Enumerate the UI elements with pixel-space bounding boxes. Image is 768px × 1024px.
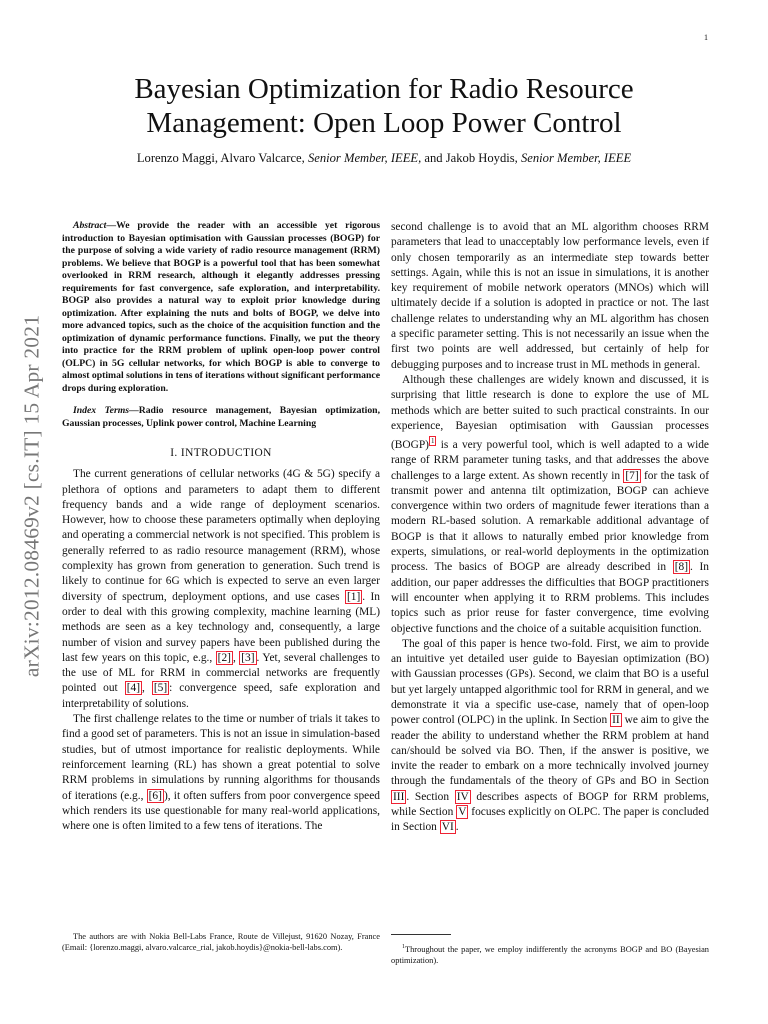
- abstract: [62, 220, 380, 395]
- text-span: : convergence speed, safe exploration and interpretability of solutions.: [62, 682, 381, 710]
- text-span: we aim to give the reader the ability to understand whether the RRM problem at hand can/should be solved via BO. Then, if the answer is positive, we invite the reader to embark on a more technically involved journey through the fundamentals of the theory of GPs and BO in Section: [391, 714, 709, 788]
- author-line: [60, 151, 708, 166]
- text-span: for the task of transmit power and antenna tilt optimization, BOGP can achieve convergence within two orders of magnitude fewer iterations than a modern RL-based solution. A remarkable additional advantage of BOGP is that it allows to naturally embed prior knowledge from experts, simulations, or real-world deployments in the optimization process. The basics of BOGP are already described in: [391, 469, 709, 574]
- right-column: [391, 220, 709, 836]
- index-terms: [62, 405, 380, 430]
- footnote-1: [391, 942, 709, 966]
- citation-link[interactable]: [8]: [674, 561, 688, 574]
- text-span: . In addition, our paper addresses the difficulties that BOGP practitioners will encounter when applying it to RRM problems. This includes topics such as prior reuse for faster convergence, time evolving objective functions and the choice of a suitable acquisition function.: [391, 561, 709, 635]
- text-span: ,: [142, 682, 152, 695]
- text-span: Although these challenges are widely known and discussed, it is surprising that little research is done to explore the use of ML methods which are better suited to such practical constraints. In our experience, Bayesian optimisation with Gaussian processes (BOGP): [391, 373, 709, 451]
- author-role-2: Senior Member, IEEE: [520, 151, 632, 165]
- citation-link[interactable]: [6]: [148, 789, 162, 802]
- citation-link[interactable]: [2]: [217, 651, 231, 664]
- intro-paragraph-2: [62, 712, 380, 834]
- footnote-1-mark: 1: [402, 944, 405, 950]
- citation-link[interactable]: [3]: [241, 651, 255, 664]
- author-names-2: and Jakob Hoydis,: [424, 151, 518, 165]
- text-span: is a very powerful tool, which is well adapted to a wide range of RRM parameter tuning tasks, and that addresses the above challenges to a large extent. As shown recently in: [391, 438, 709, 482]
- section-link[interactable]: VI: [441, 821, 454, 834]
- section-link[interactable]: III: [393, 790, 405, 803]
- citation-link[interactable]: [7]: [625, 469, 639, 482]
- citation-link[interactable]: [1]: [346, 590, 361, 603]
- arxiv-stamp-text: arXiv:2012.08469v2 [cs.IT] 15 Apr 2021: [19, 314, 44, 678]
- text-span: . Yet, several challenges to the use of ML for RRM in commercial networks are frequently pointed out: [62, 651, 381, 695]
- text-span: ), it often suffers from poor convergence speed which renders its use questionable for many real-world applications, where one is often limited to a few tens of iterations. The: [62, 789, 380, 833]
- text-span: . In order to deal with this growing complexity, machine learning (ML) methods are seen as a key technology and, consequently, a large number of vision and survey papers have been published during the last few years on this topic, e.g.,: [62, 590, 380, 664]
- footnote-rule: [391, 934, 451, 935]
- section-link[interactable]: II: [612, 714, 620, 727]
- section-link[interactable]: IV: [456, 790, 469, 803]
- intro-paragraph-4: [391, 373, 709, 637]
- author-role-1: Senior Member, IEEE,: [307, 151, 422, 165]
- text-span: .: [455, 821, 459, 834]
- intro-paragraph-5: [391, 637, 709, 836]
- text-span: The current generations of cellular networks (4G & 5G) specify a plethora of options and parameters to adapt them to different frequency bands and a wide range of deployment scenarios. However, how to choose these parameters optimally when deploying and operating a commercial network is not specified. This problem is generally referred to as radio resource management (RRM), whose complexity has grown from generation to generation. Such trend is likely to continue for 6G which is expected to serve an even larger diversity of spectrum, deployment options, and use cases: [62, 468, 380, 603]
- text-span: . Section: [406, 790, 455, 803]
- abstract-label: Abstract: [73, 220, 107, 231]
- text-span: focuses explicitly on OLPC. The paper is concluded in Section: [391, 806, 709, 834]
- intro-paragraph-1: [62, 467, 380, 712]
- text-span: describes aspects of BOGP for RRM problems, while Section: [391, 790, 709, 819]
- section-heading-introduction: I. INTRODUCTION: [170, 447, 272, 459]
- footnote-marker-link[interactable]: 1: [430, 437, 435, 446]
- paper-title: Bayesian Optimization for Radio Resource Management: Open Loop Power Control: [134, 73, 634, 139]
- citation-link[interactable]: [4]: [126, 682, 140, 695]
- text-span: ,: [232, 651, 240, 664]
- left-column: [62, 220, 380, 834]
- section-link[interactable]: V: [458, 806, 467, 819]
- page-number: 1: [704, 33, 708, 42]
- affiliation-footnote: The authors are with Nokia Bell-Labs France, Route de Villejust, 91620 Nozay, France (Email: {lorenzo.maggi, alvaro.valcarce_rial, jakob.hoydis}@nokia-bell-labs.com).: [62, 932, 380, 952]
- abstract-text: —We provide the reader with an accessible yet rigorous introduction to Bayesian optimisation with Gaussian processes (BOGP) for the purpose of solving a wide variety of radio resource management (RRM) problems. We believe that BOGP is a powerful tool that has been somewhat overlooked in RRM research, although it elegantly addresses pressing requirements for fast convergence, safe exploration, and interpretability. BOGP also provides a natural way to exploit prior knowledge during optimization. After explaining the nuts and bolts of BOGP, we delve into more advanced topics, such as the choice of the acquisition function and the optimization of dynamic performance functions. Finally, we put the theory into practice for the RRM problem of uplink open-loop power control (OLPC) in 5G cellular networks, for which BOGP is able to converge to almost optimal solutions in tens of iterations without significant performance drops during exploration.: [62, 220, 380, 394]
- index-terms-text: —Radio resource management, Bayesian optimization, Gaussian processes, Uplink power control, Machine Learning: [62, 405, 380, 429]
- citation-link[interactable]: [5]: [153, 682, 168, 695]
- author-names-1: Lorenzo Maggi, Alvaro Valcarce,: [136, 151, 305, 165]
- arxiv-stamp: [21, 286, 43, 706]
- text-span: The goal of this paper is hence two-fold. First, we aim to provide an intuitive yet detailed user guide to Bayesian optimization (BO) with Gaussian processes (GPs). Second, we claim that BO is a useful but yet largely untapped algorithmic tool for RRM in general, and we demonstrate it via a specific use-case, namely that of open-loop power control (OLPC) in the uplink. In Section: [391, 637, 709, 727]
- text-span: The first challenge relates to the time or number of trials it takes to find a good set of parameters. This is not an issue in simulation-based studies, but of utmost importance for realistic deployments. While reinforcement learning (RL) has shown a great potential to solve RRM problems in simulations by running algorithms for thousands of iterations (e.g.,: [62, 713, 380, 802]
- index-terms-label: Index Terms: [73, 405, 130, 416]
- intro-paragraph-3: second challenge is to avoid that an ML algorithm chooses RRM parameters that lead to unacceptably low performance levels, even if only chosen temporarily as an intermediate step towards better settings. Again, while this is not an issue in simulations, it is another key requirement of mobile network operators (MNOs) which will ultimately decide if a solution is adopted in practice or not. The last challenge relates to understanding why an ML algorithm has chosen a specific parameter setting. This is not necessarily an issue when the first two points are well addressed, but certainly of help for debugging purposes and to increase trust in ML methods in general.: [391, 221, 709, 371]
- footnote-1-text: Throughout the paper, we employ indifferently the acronyms BOGP and BO (Bayesian optimization).: [391, 944, 709, 965]
